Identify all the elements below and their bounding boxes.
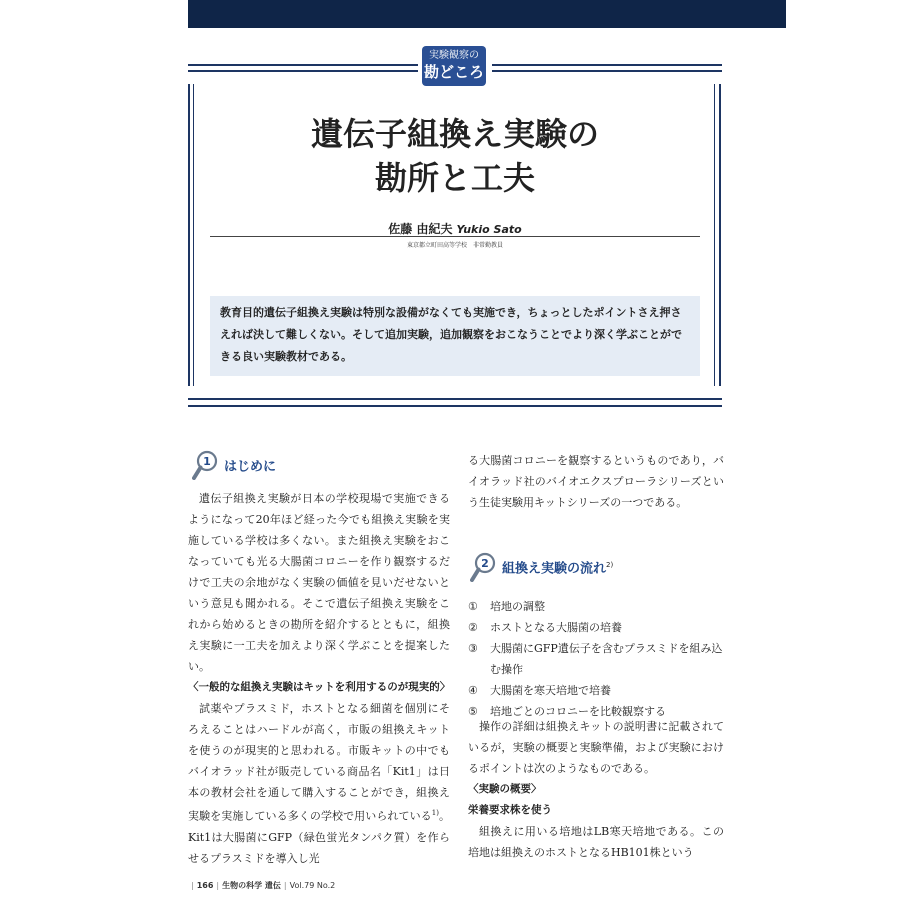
list-item bbox=[468, 596, 724, 617]
author-rule bbox=[210, 236, 700, 237]
step-number: ③ bbox=[468, 642, 478, 655]
section1-heading bbox=[192, 450, 276, 484]
section2-ref: 2) bbox=[606, 561, 614, 570]
procedure-list bbox=[468, 596, 724, 722]
step-text: ホストとなる大腸菌の培養 bbox=[490, 621, 622, 634]
abstract-box: 教育目的遺伝子組換え実験は特別な設備がなくても実施でき，ちょっとしたポイントさえ押さえれば決して難しくない。そして追加実験，追加観察をおこなうことでより深く学ぶことができる良い実験教材である。 bbox=[210, 296, 700, 376]
section2-paragraph1: 操作の詳細は組換えキットの説明書に記載されているが，実験の概要と実験準備，および実験におけるポイントは次のようなものである。 bbox=[468, 720, 724, 775]
section1-paragraph2-ref: 1) bbox=[431, 809, 439, 817]
right-column-top bbox=[468, 450, 724, 513]
magnifier-icon bbox=[192, 450, 218, 484]
right-column-bottom bbox=[468, 716, 724, 863]
section1-paragraph2-text: 試薬やプラスミド，ホストとなる細菌を個別にそろえることはハードルが高く，市販の組換えキットを使うのが現実的と思われる。市販キットの中でもバイオラッド社が販売している商品名「Kit1」は日本の教材会社を通して購入することができ，組換え実験を実施している多くの学校で用いられている bbox=[188, 702, 450, 823]
frame-left-inner-line bbox=[193, 84, 194, 386]
section2-paragraph2: 組換えに用いる培地はLB寒天培地である。この培地は組換えのホストとなるHB101株という bbox=[468, 825, 724, 859]
step-number: ⑤ bbox=[468, 705, 478, 718]
series-badge-line2: 勘どころ bbox=[423, 63, 484, 81]
section1-number: 1 bbox=[203, 455, 211, 468]
section1-title: はじめに bbox=[224, 459, 277, 475]
step-number: ① bbox=[468, 600, 478, 613]
list-item bbox=[468, 617, 724, 638]
section2-title: 組換え実験の流れ bbox=[502, 561, 607, 577]
step-text: 培地の調整 bbox=[490, 600, 545, 613]
section2-heading bbox=[470, 552, 613, 586]
frame-right-line bbox=[719, 84, 721, 386]
section1-paragraph2 bbox=[188, 698, 450, 869]
step-number: ② bbox=[468, 621, 478, 634]
section2-subheading2: 栄養要求株を使う bbox=[468, 804, 552, 816]
section2-number: 2 bbox=[481, 557, 489, 570]
frame-right-inner-line bbox=[714, 84, 715, 386]
frame-left-line bbox=[188, 84, 190, 386]
author-name-en: Yukio Sato bbox=[456, 223, 522, 236]
article-title-line1: 遺伝子組換え実験の bbox=[310, 115, 599, 153]
author-line bbox=[210, 220, 700, 237]
right-column-continuation: る大腸菌コロニーを観察するというものであり，バイオラッド社のバイオエクスプローラシリーズという生徒実験用キットシリーズの一つである。 bbox=[468, 454, 724, 509]
step-number: ④ bbox=[468, 684, 478, 697]
article-title bbox=[200, 112, 710, 200]
article-title-line2: 勘所と工夫 bbox=[374, 159, 535, 197]
list-item bbox=[468, 680, 724, 701]
page-footer: | 166 | 生物の科学 遺伝 | Vol.79 No.2 bbox=[191, 881, 336, 890]
series-badge bbox=[418, 46, 492, 90]
step-text: 大腸菌を寒天培地で培養 bbox=[490, 684, 611, 697]
section2-subheading1: 〈実験の概要〉 bbox=[468, 783, 542, 795]
page-number: 166 bbox=[196, 881, 214, 890]
list-item bbox=[468, 638, 724, 680]
step-text: 大腸菌にGFP遺伝子を含むプラスミドを組み込む操作 bbox=[490, 642, 723, 676]
author-affiliation: 東京都立町田高等学校 非常勤教員 bbox=[406, 242, 503, 249]
series-badge-box bbox=[422, 46, 486, 86]
step-text: 培地ごとのコロニーを比較観察する bbox=[490, 705, 666, 718]
section1-subheading: 〈一般的な組換え実験はキットを利用するのが現実的〉 bbox=[188, 681, 451, 693]
magnifier-icon bbox=[470, 552, 496, 586]
left-column bbox=[188, 488, 450, 869]
journal-volume: Vol.79 No.2 bbox=[289, 881, 336, 890]
journal-name: 生物の科学 遺伝 bbox=[222, 881, 281, 890]
header-bar bbox=[188, 0, 786, 28]
series-badge-line1: 実験観察の bbox=[429, 50, 479, 61]
section1-paragraph2-tail: 。Kit1は大腸菌にGFP（緑色蛍光タンパク質）を作らせるプラスミドを導入し光 bbox=[188, 809, 451, 865]
author-name-jp: 佐藤 由紀夫 bbox=[388, 222, 453, 236]
frame-bottom-double-rule bbox=[188, 398, 722, 407]
section1-paragraph1: 遺伝子組換え実験が日本の学校現場で実施できるようになって20年ほど経った今でも組換え実験を実施している学校は多くない。また組換え実験をおこなっていても光る大腸菌コロニーを作り観察するだけで工夫の余地がなく実験の価値を見いだせないという意見も聞かれる。そこで遺伝子組換え実験をこれから始めるときの勘所を紹介するとともに，組換え実験に一工夫を加えより深く学ぶことを提案したい。 bbox=[188, 492, 450, 673]
